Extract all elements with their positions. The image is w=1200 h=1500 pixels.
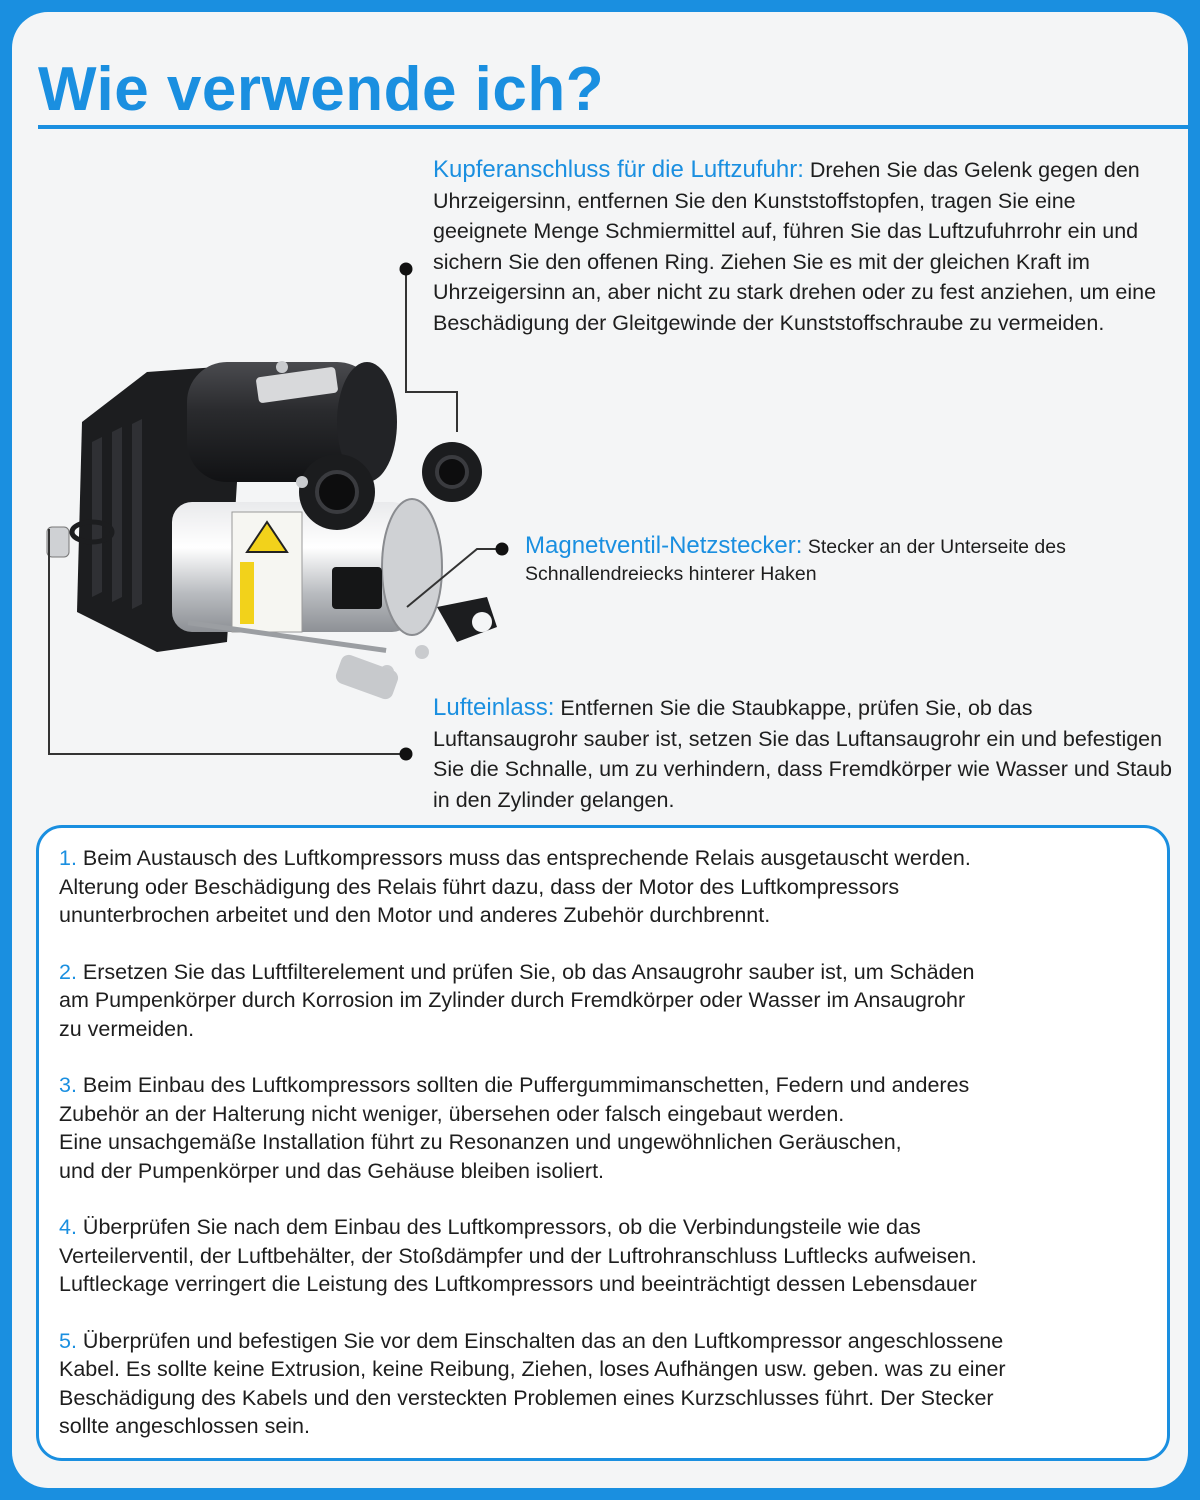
copper-callout-dot	[400, 263, 413, 276]
note-line: Überprüfen Sie nach dem Einbau des Luftkompressors, ob die Verbindungsteile wie das	[76, 1215, 921, 1239]
callout-heading: Magnetventil-Netzstecker:	[525, 532, 803, 559]
note-line: ununterbrochen arbeitet und den Motor und anderes Zubehör durchbrennt.	[59, 903, 771, 927]
note-number: 2.	[59, 959, 77, 984]
callout-text: Drehen Sie das Gelenk gegen den Uhrzeigersinn, entfernen Sie den Kunststoffstopfen, tragen Sie eine geeignete Menge Schmiermittel auf, führen Sie das Luftzufuhrrohr ein und sichern Sie den offenen Ring. Ziehen Sie es mit der gleichen Kraft im Uhrzeigersinn an, aber nicht zu stark drehen oder zu fest anziehen, um eine Beschädigung der Gleitgewinde der Kunststoffschraube zu vermeiden.	[433, 158, 1157, 335]
note-line: Eine unsachgemäße Installation führt zu Resonanzen und ungewöhnlichen Geräuschen,	[59, 1130, 902, 1154]
callout-solenoid-plug	[525, 532, 1175, 588]
page-title: Wie verwende ich?	[38, 55, 605, 124]
callout-text: Stecker an der Unterseite des Schnallendreiecks hinterer Haken	[525, 536, 1066, 585]
note-line: Alterung oder Beschädigung des Relais führt dazu, dass der Motor des Luftkompressors	[59, 874, 900, 899]
air-inlet	[47, 527, 69, 557]
note-line: und der Pumpenkörper und das Gehäuse bleiben isoliert.	[59, 1158, 605, 1183]
note-line: am Pumpenkörper durch Korrosion im Zylinder durch Fremdkörper oder Wasser im Ansaugrohr	[59, 988, 966, 1012]
callout-heading: Kupferanschluss für die Luftzufuhr:	[433, 156, 804, 183]
callout-text: Entfernen Sie die Staubkappe, prüfen Sie, ob das Luftansaugrohr sauber ist, setzen Sie das Luftansaugrohr ein und befestigen Sie die Schnalle, um zu verhindern, dass Fremdkörper wie Wasser und Staub in den Zylinder gelangen.	[433, 696, 1172, 812]
callout-air-inlet	[433, 693, 1173, 815]
note-number: 3.	[59, 1073, 77, 1097]
note-line: sollte angeschlossen sein.	[59, 1414, 310, 1438]
note-item	[59, 1327, 1159, 1441]
note-line: Kabel. Es sollte keine Extrusion, keine Reibung, Ziehen, loses Aufhängen usw. geben. was zu einer	[59, 1357, 1006, 1381]
callout-copper-connection	[433, 155, 1173, 338]
note-line: Verteilerventil, der Luftbehälter, der Stoßdämpfer und der Luftrohranschluss Luftlecks aufweisen.	[59, 1243, 977, 1268]
notes-box	[36, 825, 1170, 1461]
solenoid-plug	[332, 567, 382, 609]
title-underline	[38, 125, 1188, 129]
note-line: Ersetzen Sie das Luftfilterelement und prüfen Sie, ob das Ansaugrohr sauber ist, um Schäden	[76, 959, 975, 984]
note-number: 5.	[59, 1328, 77, 1353]
notes-list	[59, 844, 1159, 1469]
note-number: 4.	[59, 1215, 77, 1239]
air-compressor-image	[37, 342, 507, 722]
note-line: Beim Einbau des Luftkompressors sollten die Puffergummimanschetten, Federn und anderes	[76, 1073, 970, 1097]
note-item	[59, 1071, 1159, 1185]
instruction-card	[12, 12, 1188, 1488]
note-line: Luftleckage verringert die Leistung des Luftkompressors und beeinträchtigt dessen Lebensdauer	[59, 1272, 977, 1296]
note-number: 1.	[59, 846, 77, 870]
inlet-callout-dot	[400, 748, 413, 761]
note-line: zu vermeiden.	[59, 1016, 195, 1041]
note-line: Beim Austausch des Luftkompressors muss das entsprechende Relais ausgetauscht werden.	[76, 846, 971, 870]
note-item	[59, 1213, 1159, 1299]
note-line: Überprüfen und befestigen Sie vor dem Einschalten das an den Luftkompressor angeschlossene	[76, 1328, 1004, 1353]
note-item	[59, 844, 1159, 930]
note-line: Zubehör an der Halterung nicht weniger, übersehen oder falsch eingebaut werden.	[59, 1101, 845, 1126]
note-item	[59, 958, 1159, 1044]
note-line: Beschädigung des Kabels und den versteckten Problemen eines Kurzschlusses führt. Der Stecker	[59, 1385, 994, 1410]
callout-heading: Lufteinlass:	[433, 694, 555, 721]
